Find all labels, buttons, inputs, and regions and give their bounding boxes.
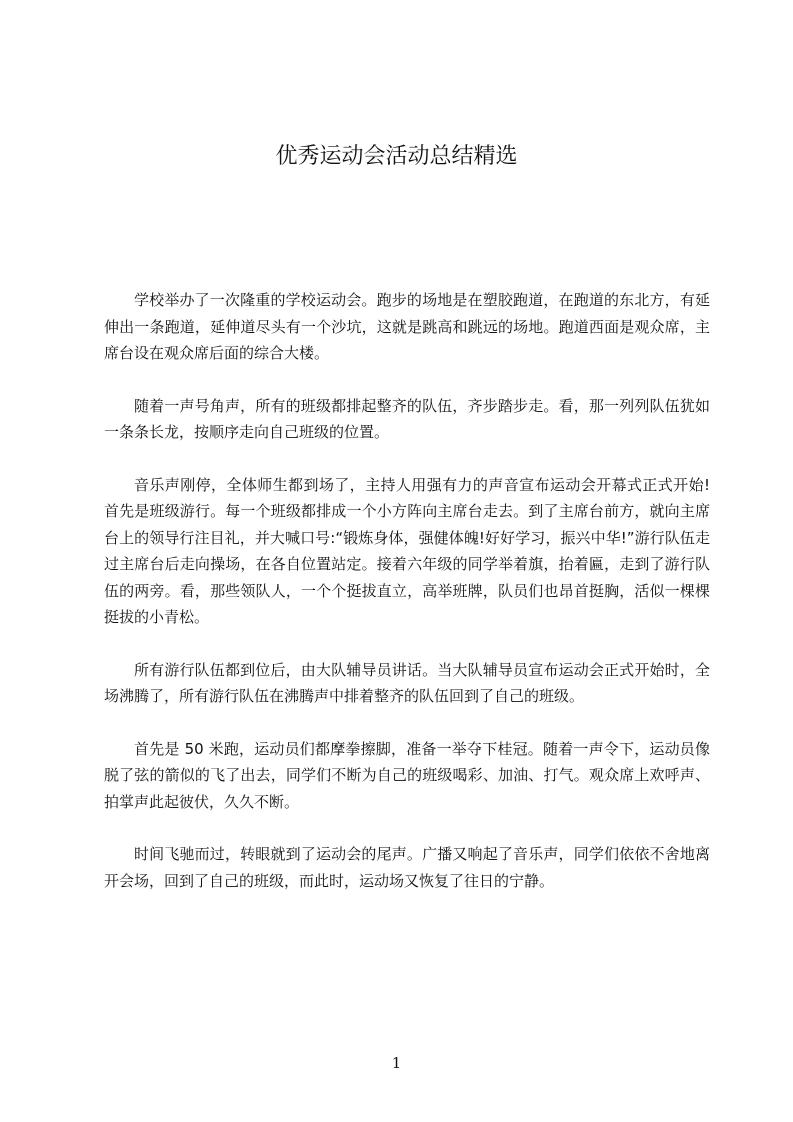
paragraph-1: 学校举办了一次隆重的学校运动会。跑步的场地是在塑胶跑道，在跑道的东北方，有延伸出一条跑道，延伸道尽头有一个沙坑，这就是跳高和跳远的场地。跑道西面是观众席，主席台设在观众席后面的综合大楼。 (104, 291, 710, 362)
paragraph-6: 时间飞驰而过，转眼就到了运动会的尾声。广播又响起了音乐声，同学们依依不舍地离开会场，回到了自己的班级，而此时，运动场又恢复了往日的宁静。 (104, 845, 710, 890)
paragraph-5: 首先是 50 米跑，运动员们都摩拳擦脚，准备一举夺下桂冠。随着一声令下，运动员像脱了弦的箭似的飞了出去，同学们不断为自己的班级喝彩、加油、打气。观众席上欢呼声、拍掌声此起彼伏，久久不断。 (104, 739, 710, 811)
paragraph-3: 音乐声刚停，全体师生都到场了，主持人用强有力的声音宣布运动会开幕式正式开始!首先是班级游行。每一个班级都排成一个小方阵向主席台走去。到了主席台前方，就向主席台上的领导行注目礼，并大喊口号:“锻炼身体，强健体魄!好好学习，振兴中华!”游行队伍走过主席台后走向操场，在各自位置站定。接着六年级的同学举着旗，抬着匾，走到了游行队伍的两旁。看，那些领队人，一个个挺拔直立，高举班牌，队员们也昂首挺胸，活似一棵棵挺拔的小青松。 (104, 475, 710, 626)
paragraph-4: 所有游行队伍都到位后，由大队辅导员讲话。当大队辅导员宣布运动会正式开始时，全场沸腾了，所有游行队伍在沸腾声中排着整齐的队伍回到了自己的班级。 (104, 660, 710, 705)
page-number: 1 (391, 1054, 402, 1072)
document-title: 优秀运动会活动总结精选 (275, 144, 518, 169)
document-body (104, 287, 710, 920)
paragraph-2: 随着一声号角声，所有的班级都排起整齐的队伍，齐步踏步走。看，那一列列队伍犹如一条条长龙，按顺序走向自己班级的位置。 (104, 396, 710, 441)
